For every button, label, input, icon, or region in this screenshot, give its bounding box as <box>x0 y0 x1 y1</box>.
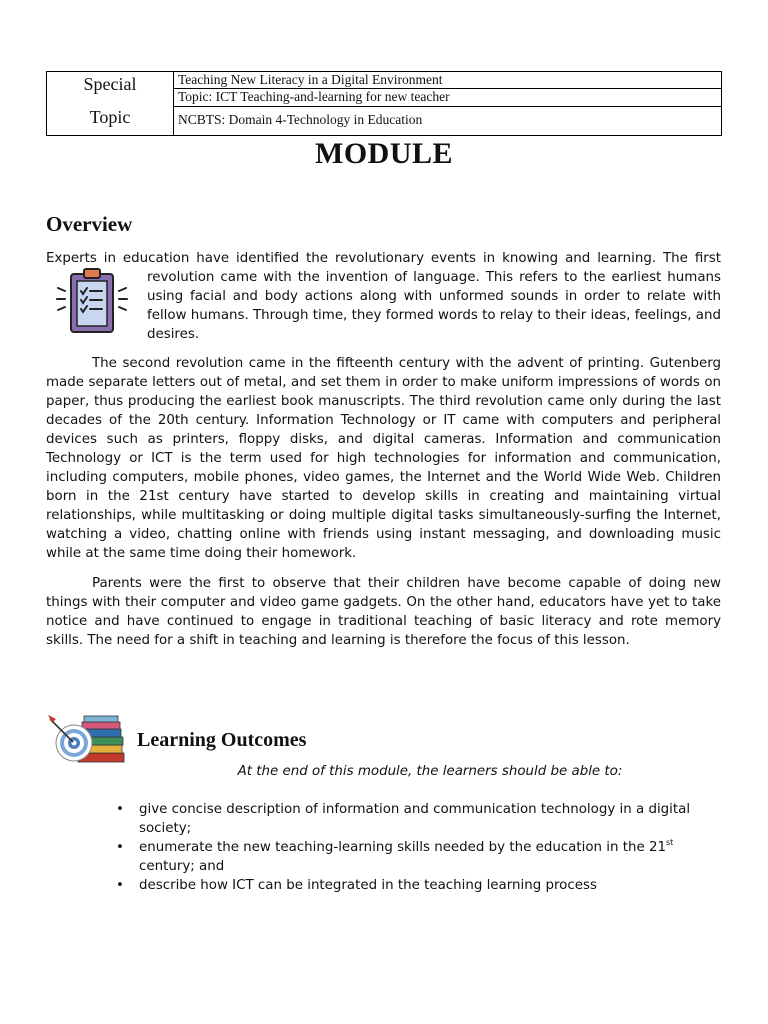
learning-outcomes-intro: At the end of this module, the learners should be able to: <box>237 764 623 779</box>
overview-paragraph-2: The second revolution came in the fifteenth century with the advent of printing. Gutenberg made separate letters out of metal, and set them in order to make uniform impressions of words on paper, thus producing the earliest book manuscripts. The third revolution came only during the last decades of the 20th century. Information Technology or IT came with computers and peripheral devices such as printers, floppy disks, and digital cameras. Information and communication Technology or ICT is the term used for high technologies for information and communication, including computers, mobile phones, video games, the Internet and the World Wide Web. Children born in the 21st century have started to develop skills in creating and maintaining virtual relationships, while multitasking or doing multiple digital tasks simultaneously-surfing the Internet, watching a video, chatting online with friends using instant messaging, and downloading music while at the same time doing their homework. <box>46 356 721 561</box>
overview-paragraph-1-rest: revolution came with the invention of language. This refers to the earliest humans using facial and body actions along with unformed sounds in order to relate with fellow humans. Through time, they formed words to relay to their ideas, feelings, and desires. <box>147 270 721 342</box>
header-table <box>46 71 722 136</box>
list-item <box>112 800 702 838</box>
list-item <box>112 838 702 876</box>
header-topic: Topic: ICT Teaching-and-learning for new teacher <box>174 89 721 107</box>
outcome-text-end: century; and <box>139 859 225 874</box>
topic-label: Topic <box>89 107 131 127</box>
target-books-icon <box>46 713 126 765</box>
special-topic-cell <box>47 72 174 135</box>
learning-outcomes-heading: Learning Outcomes <box>137 729 307 751</box>
outcome-text: give concise description of information and communication technology in a digital society; <box>139 802 691 836</box>
bullet-icon: • <box>116 878 124 893</box>
checklist-clipboard-icon <box>56 266 128 336</box>
header-ncbts: NCBTS: Domain 4-Technology in Education <box>178 112 423 127</box>
list-item <box>112 876 702 895</box>
outcome-text-start: enumerate the new teaching-learning skills needed by the education in the 21 <box>139 840 667 855</box>
module-title: MODULE <box>315 137 453 170</box>
outcome-text: describe how ICT can be integrated in the teaching learning process <box>139 878 597 893</box>
special-label: Special <box>83 74 137 94</box>
ordinal-suffix: st <box>666 838 674 847</box>
header-course-title: Teaching New Literacy in a Digital Environment <box>174 72 721 89</box>
overview-paragraph-1-first-line: Experts in education have identified the revolutionary events in knowing and learning. The first <box>46 251 721 266</box>
learning-outcomes-list <box>112 800 702 895</box>
bullet-icon: • <box>116 840 124 855</box>
bullet-icon: • <box>116 802 124 817</box>
overview-paragraph-3: Parents were the first to observe that their children have become capable of doing new things with their computer and video game gadgets. On the other hand, educators have yet to take notice and have continued to engage in traditional teaching of basic literacy and rote memory skills. The need for a shift in teaching and learning is therefore the focus of this lesson. <box>46 576 721 648</box>
overview-heading: Overview <box>46 212 133 236</box>
